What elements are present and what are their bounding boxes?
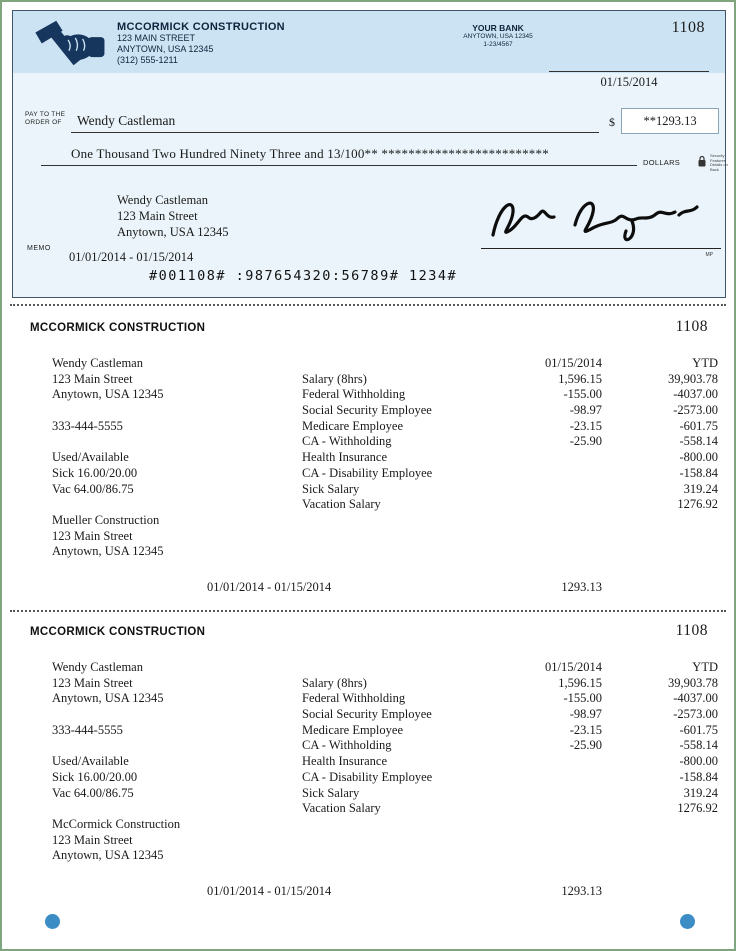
line-item-label: Social Security Employee xyxy=(302,403,432,418)
header-label-cell xyxy=(302,660,492,676)
table-header-row xyxy=(302,660,718,676)
signature-image xyxy=(483,191,718,246)
stub-company-name: MCCORMICK CONSTRUCTION xyxy=(30,626,206,638)
line-item-label: Vacation Salary xyxy=(302,801,381,816)
tear-line-2 xyxy=(10,610,726,612)
security-note: Security Features Details on Back xyxy=(710,153,728,172)
table-header-row xyxy=(302,356,718,372)
line-item-current: 1,596.15 xyxy=(558,371,602,386)
check-date: 01/15/2014 xyxy=(600,75,658,89)
line-item-ytd: -601.75 xyxy=(679,722,718,737)
line-item-ytd: -601.75 xyxy=(679,418,718,433)
hole-punch-right xyxy=(680,914,695,929)
employer-address1: 123 Main Street xyxy=(52,528,133,543)
pay-stub-1 xyxy=(2,312,736,610)
line-item-ytd: -158.84 xyxy=(679,769,718,784)
line-item-current: -25.90 xyxy=(569,738,602,753)
company-name: MCCORMICK CONSTRUCTION xyxy=(117,21,285,33)
memo-value: 01/01/2014 - 01/15/2014 xyxy=(69,250,194,264)
pay-period: 01/01/2014 - 01/15/2014 xyxy=(207,884,332,898)
date-block xyxy=(549,71,709,90)
line-item-ytd: 39,903.78 xyxy=(668,371,718,386)
line-item-current xyxy=(492,482,602,498)
line-item-ytd: -4037.00 xyxy=(673,387,718,402)
line-item-label: Vacation Salary xyxy=(302,497,381,512)
line-item-label: Sick Salary xyxy=(302,785,360,800)
table-row xyxy=(302,482,718,498)
security-lock-icon xyxy=(697,155,707,168)
table-row xyxy=(302,754,718,770)
line-item-ytd: -558.14 xyxy=(679,738,718,753)
employer-name: Mueller Construction xyxy=(52,512,160,527)
hammer-logo-icon xyxy=(27,18,111,68)
employee-address1: 123 Main Street xyxy=(52,675,133,690)
payee-address-line1: Wendy Castleman xyxy=(117,193,208,207)
line-item-ytd: 1276.92 xyxy=(677,801,718,816)
payee-address-line2: 123 Main Street xyxy=(117,209,198,223)
signature-line xyxy=(481,248,721,249)
line-item-current: -25.90 xyxy=(569,434,602,449)
table-row xyxy=(302,786,718,802)
line-item-label: Federal Withholding xyxy=(302,691,406,706)
earnings-table xyxy=(302,356,718,513)
line-item-ytd: -2573.00 xyxy=(673,403,718,418)
earnings-table xyxy=(302,660,718,817)
line-item-current: -98.97 xyxy=(569,403,602,418)
table-row xyxy=(302,770,718,786)
vacation-balance: Vac 64.00/86.75 xyxy=(52,785,134,800)
line-item-ytd: -800.00 xyxy=(679,450,718,465)
table-row xyxy=(302,450,718,466)
dollars-label: DOLLARS xyxy=(643,158,681,167)
line-item-label: Medicare Employee xyxy=(302,722,403,737)
line-item-current xyxy=(492,786,602,802)
sick-balance: Sick 16.00/20.00 xyxy=(52,465,138,480)
stub-company-name: MCCORMICK CONSTRUCTION xyxy=(30,322,206,334)
table-row xyxy=(302,466,718,482)
stub-check-number: 1108 xyxy=(675,622,708,639)
line-item-label: CA - Disability Employee xyxy=(302,465,433,480)
line-item-current: -23.15 xyxy=(569,722,602,737)
used-available-label: Used/Available xyxy=(52,754,129,769)
table-row xyxy=(302,691,718,707)
bank-fraction: 1-23/4567 xyxy=(483,41,513,48)
line-item-current xyxy=(492,450,602,466)
payee-line xyxy=(71,132,599,133)
line-item-label: Salary (8hrs) xyxy=(302,371,367,386)
header-current-date: 01/15/2014 xyxy=(545,660,602,674)
employee-id: 333-444-5555 xyxy=(52,722,123,737)
line-item-current: -98.97 xyxy=(569,707,602,722)
vacation-balance: Vac 64.00/86.75 xyxy=(52,481,134,496)
line-item-ytd: 319.24 xyxy=(683,481,718,496)
spacer-line xyxy=(52,403,163,419)
signer-initials: MP xyxy=(705,252,713,258)
line-item-label: Sick Salary xyxy=(302,481,360,496)
check xyxy=(12,10,726,298)
employee-name: Wendy Castleman xyxy=(52,356,143,370)
table-row xyxy=(302,497,718,513)
pay-stub-2 xyxy=(2,616,736,914)
employee-id: 333-444-5555 xyxy=(52,418,123,433)
amount-in-words: One Thousand Two Hundred Ninety Three and 13/100** ************************* xyxy=(71,146,549,161)
line-item-label: CA - Withholding xyxy=(302,434,392,449)
employee-address2: Anytown, USA 12345 xyxy=(52,387,164,402)
line-item-current xyxy=(492,466,602,482)
employee-info-block xyxy=(52,660,180,864)
line-item-label: Health Insurance xyxy=(302,754,388,769)
header-ytd: YTD xyxy=(692,356,718,370)
memo-label: MEMO xyxy=(27,245,51,252)
line-item-ytd: -158.84 xyxy=(679,465,718,480)
employer-name: McCormick Construction xyxy=(52,816,181,831)
line-item-label: Federal Withholding xyxy=(302,387,406,402)
table-row xyxy=(302,801,718,817)
line-item-current xyxy=(492,497,602,513)
pay-to-label-line2: ORDER OF xyxy=(25,119,62,126)
check-number: 1108 xyxy=(671,19,705,36)
table-row xyxy=(302,723,718,739)
line-item-current: -155.00 xyxy=(563,691,602,706)
pay-to-label-line1: PAY TO THE xyxy=(25,111,66,118)
line-item-current: 1,596.15 xyxy=(558,675,602,690)
line-item-ytd: -800.00 xyxy=(679,754,718,769)
employee-address1: 123 Main Street xyxy=(52,371,133,386)
company-block xyxy=(117,21,285,66)
bank-address: ANYTOWN, USA 12345 xyxy=(463,33,533,40)
table-row xyxy=(302,434,718,450)
line-item-ytd: 39,903.78 xyxy=(668,675,718,690)
header-current-date: 01/15/2014 xyxy=(545,356,602,370)
line-item-current xyxy=(492,770,602,786)
dollar-sign: $ xyxy=(609,115,615,129)
line-item-current xyxy=(492,801,602,817)
spacer-line xyxy=(52,497,163,513)
company-phone: (312) 555-1211 xyxy=(117,55,178,65)
line-item-ytd: -4037.00 xyxy=(673,691,718,706)
employee-name: Wendy Castleman xyxy=(52,660,143,674)
spacer-line xyxy=(52,434,163,450)
line-item-label: CA - Withholding xyxy=(302,738,392,753)
bank-name: YOUR BANK xyxy=(472,23,524,33)
sick-balance: Sick 16.00/20.00 xyxy=(52,769,138,784)
line-item-current: -23.15 xyxy=(569,418,602,433)
table-row xyxy=(302,372,718,388)
spacer-line xyxy=(52,707,180,723)
net-pay: 1293.13 xyxy=(561,580,602,594)
pay-period: 01/01/2014 - 01/15/2014 xyxy=(207,580,332,594)
table-row xyxy=(302,738,718,754)
line-item-label: CA - Disability Employee xyxy=(302,769,433,784)
amount-words-line xyxy=(41,165,637,166)
tear-line-1 xyxy=(10,304,726,306)
payee-name: Wendy Castleman xyxy=(77,113,176,128)
micr-line: #001108# :987654320:56789# 1234# xyxy=(149,268,458,284)
line-item-ytd: -558.14 xyxy=(679,434,718,449)
amount-box: **1293.13 xyxy=(621,108,719,134)
net-pay: 1293.13 xyxy=(561,884,602,898)
header-label-cell xyxy=(302,356,492,372)
header-ytd: YTD xyxy=(692,660,718,674)
line-item-current: -155.00 xyxy=(563,387,602,402)
line-item-label: Health Insurance xyxy=(302,450,388,465)
table-row xyxy=(302,403,718,419)
line-item-ytd: 319.24 xyxy=(683,785,718,800)
bank-block xyxy=(433,23,563,49)
hole-punch-left xyxy=(45,914,60,929)
used-available-label: Used/Available xyxy=(52,450,129,465)
table-row xyxy=(302,707,718,723)
company-address1: 123 MAIN STREET xyxy=(117,33,196,43)
table-row xyxy=(302,419,718,435)
table-row xyxy=(302,676,718,692)
table-row xyxy=(302,387,718,403)
spacer-line xyxy=(52,738,180,754)
spacer-line xyxy=(52,801,180,817)
line-item-label: Salary (8hrs) xyxy=(302,675,367,690)
employer-address2: Anytown, USA 12345 xyxy=(52,848,164,863)
line-item-label: Social Security Employee xyxy=(302,707,432,722)
pay-to-label xyxy=(25,111,65,127)
line-item-current xyxy=(492,754,602,770)
employee-address2: Anytown, USA 12345 xyxy=(52,691,164,706)
payee-address-block xyxy=(117,192,228,240)
stub-check-number: 1108 xyxy=(675,318,708,335)
payee-address-line3: Anytown, USA 12345 xyxy=(117,225,229,239)
line-item-label: Medicare Employee xyxy=(302,418,403,433)
line-item-ytd: 1276.92 xyxy=(677,497,718,512)
employer-address1: 123 Main Street xyxy=(52,832,133,847)
company-address2: ANYTOWN, USA 12345 xyxy=(117,44,214,54)
line-item-ytd: -2573.00 xyxy=(673,707,718,722)
employer-address2: Anytown, USA 12345 xyxy=(52,544,164,559)
employee-info-block xyxy=(52,356,163,560)
